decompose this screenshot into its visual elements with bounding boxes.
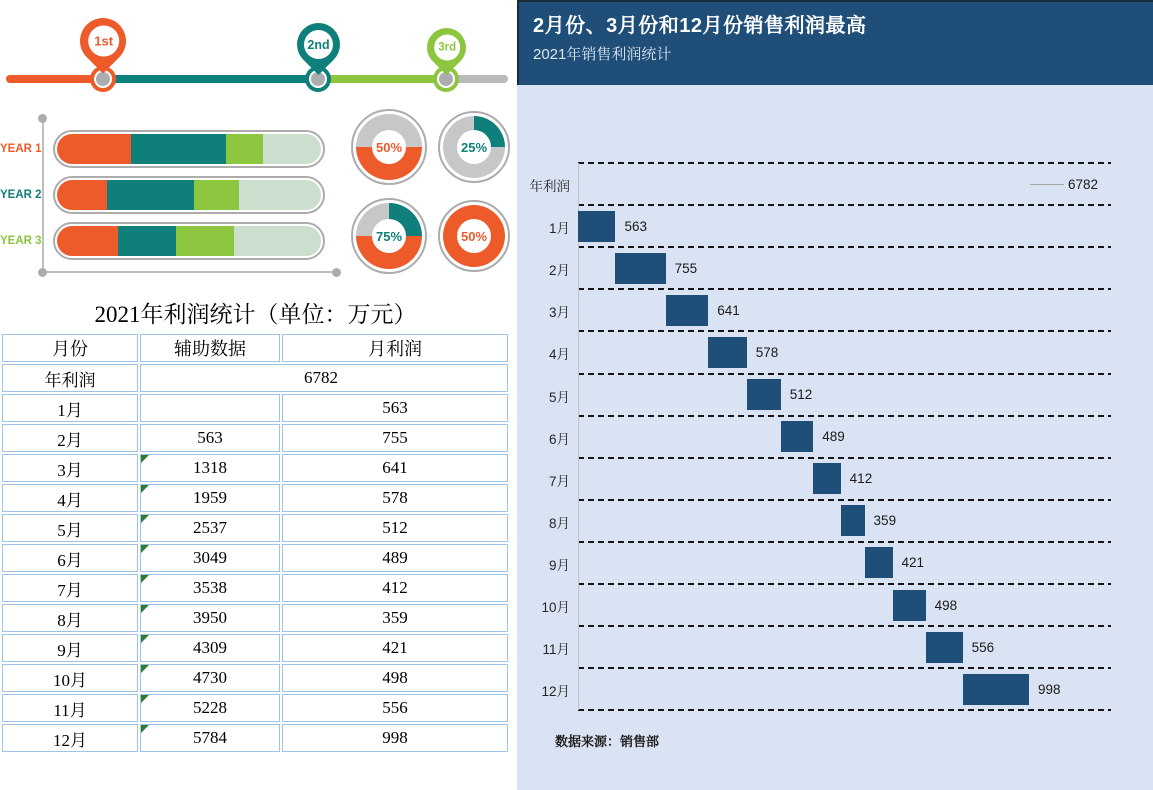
donut-chart: [438, 200, 510, 272]
cell-profit[interactable]: 421: [282, 634, 508, 662]
category-label: 5月: [548, 389, 570, 405]
waterfall-bar: [666, 295, 709, 326]
category-label: 4月: [548, 347, 570, 363]
cell-profit[interactable]: 998: [282, 724, 508, 752]
x-axis-line: [42, 271, 337, 273]
data-label: 421: [901, 555, 925, 571]
bar-segment: [131, 134, 226, 164]
error-flag-icon: [141, 725, 149, 733]
bar-segment: [263, 134, 321, 164]
cell-month[interactable]: 8月: [2, 604, 138, 632]
table-row-total: [2, 364, 508, 392]
waterfall-bar: [708, 337, 746, 368]
table-row: [2, 664, 508, 692]
category-label: 6月: [548, 431, 570, 447]
cell-aux[interactable]: 4309: [140, 634, 280, 662]
error-flag-icon: [141, 515, 149, 523]
donut-chart: [351, 109, 427, 185]
cell-month[interactable]: 12月: [2, 724, 138, 752]
gridline: [578, 667, 1111, 669]
timeline-pin-2nd: [287, 13, 349, 75]
category-axis-line: [578, 163, 579, 710]
axis-dot: [38, 114, 47, 123]
year-bar-row: [0, 222, 350, 260]
table-row: [2, 424, 508, 452]
column-header[interactable]: 月份: [2, 334, 138, 362]
waterfall-bar: [963, 674, 1029, 705]
waterfall-bar: [926, 632, 963, 663]
category-label: 3月: [548, 305, 570, 321]
bar-segment: [107, 180, 194, 210]
gridline: [578, 541, 1111, 543]
cell-month[interactable]: 4月: [2, 484, 138, 512]
cell-profit[interactable]: 412: [282, 574, 508, 602]
waterfall-bar: [615, 253, 665, 284]
error-flag-icon: [141, 695, 149, 703]
data-label: 641: [717, 302, 740, 318]
category-label: 12月: [541, 684, 570, 700]
waterfall-bar: [841, 505, 865, 536]
profit-table-block: [0, 298, 511, 754]
timeline-pin-1st: [70, 8, 136, 74]
cell-month[interactable]: 11月: [2, 694, 138, 722]
donut-value-label: 75%: [372, 219, 406, 253]
profit-chart-panel[interactable]: [517, 0, 1153, 790]
donut-ring: [356, 114, 422, 180]
gridline: [578, 709, 1111, 711]
cell-month[interactable]: 5月: [2, 514, 138, 542]
gridline: [578, 288, 1111, 290]
table-row: [2, 724, 508, 752]
waterfall-bar: [865, 547, 893, 578]
cell-profit[interactable]: 578: [282, 484, 508, 512]
axis-dot: [332, 268, 341, 277]
bar-segment: [234, 226, 321, 256]
donut-value-label: 25%: [457, 130, 491, 164]
category-label: 9月: [548, 557, 570, 573]
donut-value-label: 50%: [372, 130, 406, 164]
cell-month[interactable]: 1月: [2, 394, 138, 422]
timeline-segment-green: [318, 75, 446, 83]
donut-ring: [443, 116, 505, 178]
cell-month[interactable]: 2月: [2, 424, 138, 452]
stacked-bar-track: [57, 180, 321, 210]
timeline-segment-orange: [6, 75, 103, 83]
error-flag-icon: [141, 635, 149, 643]
column-header[interactable]: 月利润: [282, 334, 508, 362]
donut-value-label: 50%: [457, 219, 491, 253]
waterfall-bar: [747, 379, 781, 410]
stacked-bar: [53, 222, 325, 260]
cell-profit[interactable]: 489: [282, 544, 508, 572]
gridline: [578, 373, 1111, 375]
table-row: [2, 484, 508, 512]
waterfall-bar: [813, 463, 840, 494]
cell-profit[interactable]: 512: [282, 514, 508, 542]
stacked-bar-track: [57, 134, 321, 164]
data-label: 578: [755, 344, 779, 360]
category-label: 年利润: [529, 179, 570, 195]
pin-label: 1st: [93, 33, 113, 49]
cell-profit[interactable]: 556: [282, 694, 508, 722]
table-row: [2, 574, 508, 602]
gridline: [578, 499, 1111, 501]
category-label: 10月: [541, 600, 570, 616]
error-flag-icon: [141, 575, 149, 583]
data-label: 556: [971, 639, 995, 655]
error-flag-icon: [141, 485, 149, 493]
table-row: [2, 634, 508, 662]
data-label: 563: [624, 218, 647, 234]
bar-segment: [176, 226, 234, 256]
cell-aux[interactable]: 4730: [140, 664, 280, 692]
donut-chart: [438, 111, 510, 183]
map-pin-icon: [70, 8, 135, 73]
year-label: YEAR 1: [0, 143, 42, 155]
waterfall-chart-area[interactable]: [517, 85, 1153, 790]
cell-aux[interactable]: 1318: [140, 454, 280, 482]
table-row: [2, 394, 508, 422]
cell-profit[interactable]: 755: [282, 424, 508, 452]
map-pin-icon: [288, 14, 349, 75]
stacked-bar: [53, 176, 325, 214]
gridline: [578, 204, 1111, 206]
chart-subtitle: 2021年销售利润统计: [533, 46, 672, 63]
cell-month[interactable]: 9月: [2, 634, 138, 662]
column-header[interactable]: 辅助数据: [140, 334, 280, 362]
donut-chart: [351, 198, 427, 274]
data-source-note: 数据来源：销售部: [555, 734, 660, 749]
timeline-pin-3rd: [418, 19, 474, 75]
donut-ring: [356, 203, 422, 269]
year-label: YEAR 2: [0, 189, 42, 201]
waterfall-bar: [893, 590, 926, 621]
cell-aux[interactable]: 5228: [140, 694, 280, 722]
category-label: 11月: [542, 642, 570, 658]
error-flag-icon: [141, 665, 149, 673]
gridline: [578, 583, 1111, 585]
pin-label: 2nd: [306, 37, 330, 51]
cell-aux[interactable]: 3538: [140, 574, 280, 602]
cell-aux[interactable]: 563: [140, 424, 280, 452]
gridline: [578, 625, 1111, 627]
cell-month[interactable]: 10月: [2, 664, 138, 692]
data-label: 489: [822, 429, 845, 445]
cell-aux[interactable]: 5784: [140, 724, 280, 752]
timeline-segment-teal: [103, 75, 318, 83]
gridline: [578, 246, 1111, 248]
stacked-bar: [53, 130, 325, 168]
cell-month[interactable]: 7月: [2, 574, 138, 602]
data-label: 412: [849, 471, 873, 487]
left-panel: [0, 0, 511, 790]
cell-annual-profit[interactable]: 6782: [140, 364, 508, 392]
cell-profit[interactable]: 498: [282, 664, 508, 692]
data-label: 998: [1038, 681, 1061, 697]
pin-label: 3rd: [437, 41, 455, 53]
chart-header: [517, 0, 1153, 85]
bar-segment: [118, 226, 176, 256]
waterfall-bar: [781, 421, 814, 452]
bar-segment: [239, 180, 321, 210]
category-label: 8月: [548, 515, 570, 531]
gridline: [578, 415, 1111, 417]
chart-title: 2月份、3月份和12月份销售利润最高: [533, 15, 867, 37]
category-label: 1月: [548, 221, 570, 237]
category-label: 2月: [548, 263, 570, 279]
table-row: [2, 514, 508, 542]
cell-aux[interactable]: 2537: [140, 514, 280, 542]
cell-aux[interactable]: 1959: [140, 484, 280, 512]
cell-month[interactable]: 6月: [2, 544, 138, 572]
bar-segment: [57, 180, 107, 210]
cell-month[interactable]: 年利润: [2, 364, 138, 392]
table-header-row: [2, 334, 508, 362]
bar-segment: [226, 134, 263, 164]
waterfall-bar: [578, 211, 615, 242]
cell-profit[interactable]: 563: [282, 394, 508, 422]
category-label: 7月: [548, 473, 570, 489]
gridline: [578, 457, 1111, 459]
label-leader-line: [1030, 184, 1064, 185]
cell-aux[interactable]: 3950: [140, 604, 280, 632]
gridline: [578, 330, 1111, 332]
cell-profit[interactable]: 641: [282, 454, 508, 482]
bar-segment: [57, 134, 131, 164]
data-label: 755: [674, 260, 698, 276]
profit-table: [0, 332, 510, 754]
error-flag-icon: [141, 605, 149, 613]
data-label: 512: [789, 387, 813, 403]
map-pin-icon: [418, 19, 473, 74]
year-bar-chart[interactable]: [0, 108, 350, 288]
cell-aux[interactable]: 3049: [140, 544, 280, 572]
table-row: [2, 694, 508, 722]
cell-month[interactable]: 3月: [2, 454, 138, 482]
stacked-bar-track: [57, 226, 321, 256]
donut-ring: [443, 205, 505, 267]
year-label: YEAR 3: [0, 235, 42, 247]
error-flag-icon: [141, 545, 149, 553]
data-label: 6782: [1068, 176, 1099, 192]
table-title: 2021年利润统计（单位：万元）: [94, 302, 417, 327]
bar-segment: [194, 180, 239, 210]
table-row: [2, 454, 508, 482]
cell-profit[interactable]: 359: [282, 604, 508, 632]
cell-aux[interactable]: [140, 394, 280, 422]
data-label: 359: [873, 513, 897, 529]
gridline: [578, 162, 1111, 164]
error-flag-icon: [141, 455, 149, 463]
table-row: [2, 604, 508, 632]
year-bar-row: [0, 130, 350, 168]
bar-segment: [57, 226, 118, 256]
table-row: [2, 544, 508, 572]
data-label: 498: [934, 597, 958, 613]
axis-dot: [38, 268, 47, 277]
year-bar-row: [0, 176, 350, 214]
